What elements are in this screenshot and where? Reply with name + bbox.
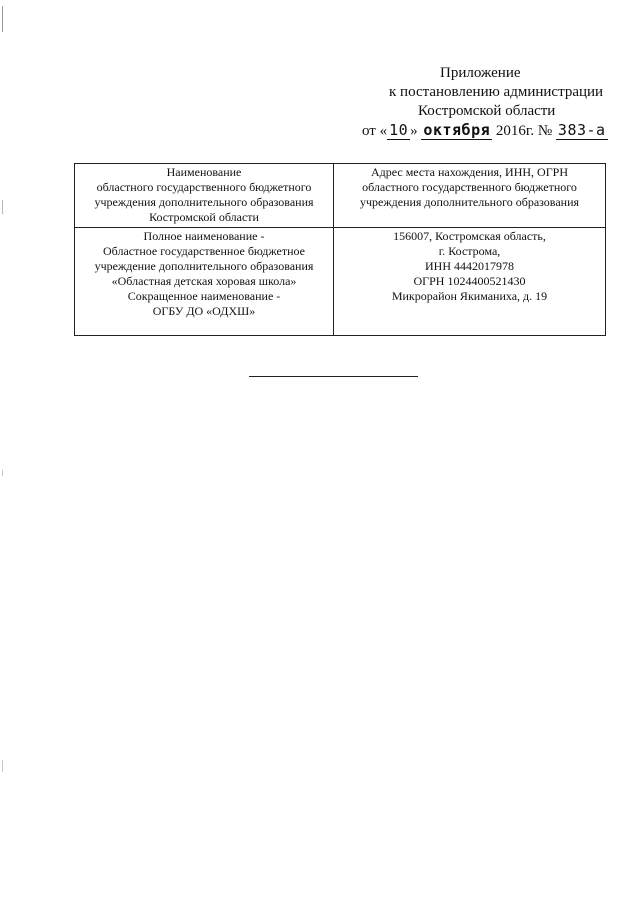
- cell-line: Костромской области: [149, 210, 259, 224]
- header-cell-name: [75, 164, 334, 228]
- cell-institution-address: [334, 228, 606, 336]
- table-header-row: [75, 164, 606, 228]
- appendix-date-line: [362, 121, 632, 141]
- scan-edge-mark: [2, 200, 3, 214]
- scan-edge-mark: [2, 470, 3, 476]
- cell-line: Областное государственное бюджетное: [103, 244, 305, 258]
- cell-line: областного государственного бюджетного: [96, 180, 312, 194]
- cell-line: ОГБУ ДО «ОДХШ»: [152, 304, 256, 318]
- cell-line: Адрес места нахождения, ИНН, ОГРН: [370, 165, 568, 179]
- closing-separator-line: [249, 376, 418, 377]
- cell-line: ОГРН 1024400521430: [413, 274, 526, 288]
- date-day: 10: [389, 121, 409, 139]
- cell-line: Наименование: [166, 165, 242, 179]
- date-month: октября: [423, 121, 491, 139]
- appendix-subtitle: к постановлению администрации: [389, 84, 604, 100]
- appendix-header: [360, 64, 630, 141]
- document-number: 383-а: [557, 121, 606, 139]
- cell-line: Полное наименование -: [143, 229, 265, 243]
- cell-line: учреждения дополнительного образования: [94, 195, 314, 209]
- cell-line: учреждение дополнительного образования: [94, 259, 314, 273]
- date-year: 2016г. №: [495, 123, 553, 139]
- appendix-title: Приложение: [440, 65, 521, 81]
- cell-line: ИНН 4442017978: [425, 259, 514, 273]
- cell-line: 156007, Костромская область,: [393, 229, 546, 243]
- cell-line: областного государственного бюджетного: [362, 180, 577, 194]
- cell-line: г. Кострома,: [438, 244, 501, 258]
- table-row: [75, 228, 606, 336]
- cell-line: учреждения дополнительного образования: [359, 195, 580, 209]
- cell-line: Микрорайон Якиманиха, д. 19: [391, 289, 548, 303]
- cell-line: «Областная детская хоровая школа»: [111, 274, 297, 288]
- date-close: »: [410, 123, 418, 139]
- institution-table: [74, 163, 606, 336]
- cell-institution-name: [75, 228, 334, 336]
- date-prefix: от «: [362, 123, 388, 139]
- scan-edge-mark: [2, 760, 3, 772]
- header-cell-address: [334, 164, 606, 228]
- appendix-region: Костромской области: [418, 103, 556, 119]
- scan-edge-mark: [2, 6, 3, 32]
- cell-line: Сокращенное наименование -: [127, 289, 281, 303]
